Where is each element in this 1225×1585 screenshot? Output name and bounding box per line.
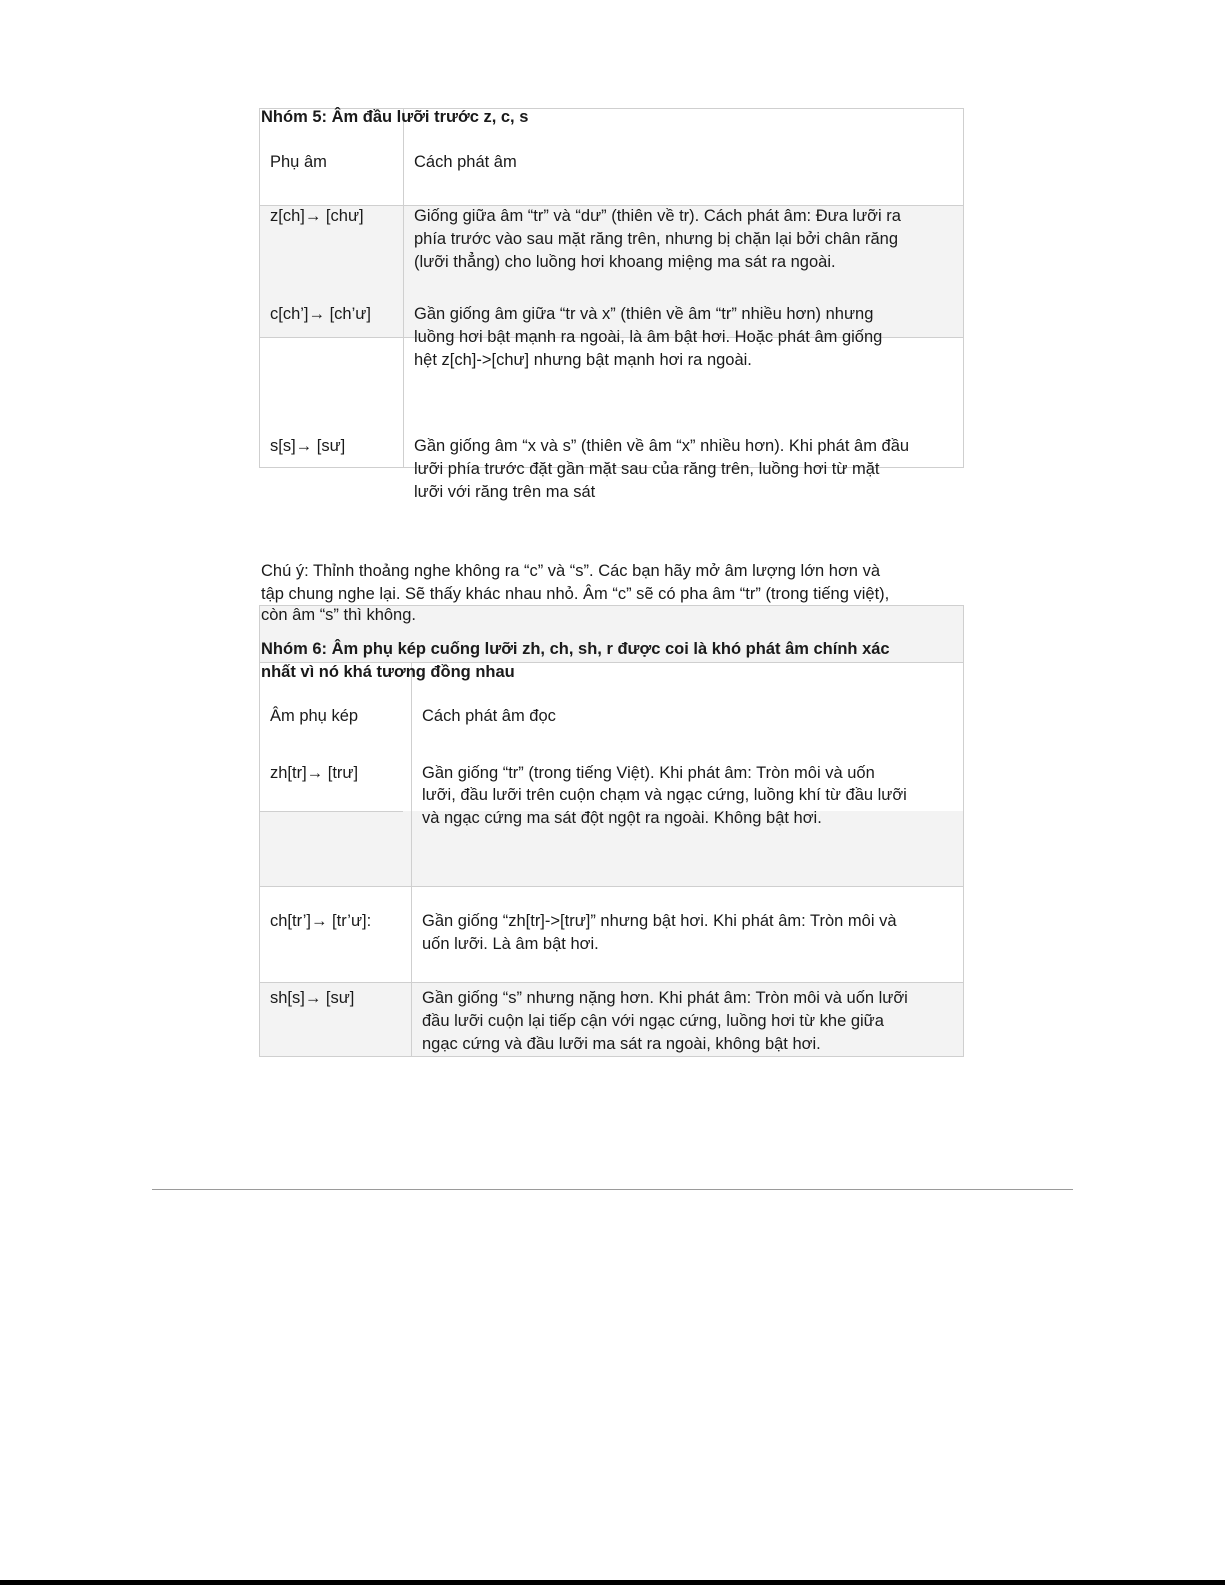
group5-row-consonant: z[ch]→ [chư] [270,207,364,225]
group6-row-description: uốn lưỡi. Là âm bật hơi. [422,935,599,953]
group6-row-consonant: ch[tr’]→ [tr’ư]: [270,912,372,930]
group5-row-description: luồng hơi bật mạnh ra ngoài, là âm bật hơi. Hoặc phát âm giống [414,328,883,346]
group5-header-pronunciation: Cách phát âm [414,153,517,171]
group5-row-description: Gần giống âm “x và s” (thiên về âm “x” nhiều hơn). Khi phát âm đầu [414,437,910,455]
group6-row-consonant: zh[tr]→ [trư] [270,764,359,782]
group5-header-consonant: Phụ âm [270,153,327,171]
group6-row-divider [260,886,963,887]
page-separator [152,1189,1073,1190]
group5-row-description: (lưỡi thẳng) cho luồng hơi khoang miệng ma sát ra ngoài. [414,253,836,271]
group5-row-description: lưỡi phía trước đặt gần mặt sau của răng trên, luồng hơi từ mặt [414,460,880,478]
note-text: còn âm “s” thì không. [261,606,416,624]
note-text: Chú ý: Thỉnh thoảng nghe không ra “c” và “s”. Các bạn hãy mở âm lượng lớn hơn và [261,562,880,580]
group6-column-divider [411,662,412,1056]
group6-row-description: Gần giống “tr” (trong tiếng Việt). Khi phát âm: Tròn môi và uốn [422,764,875,782]
group6-title: nhất vì nó khá tương đồng nhau [261,663,515,681]
bottom-edge-bar [0,1580,1225,1585]
note-text: tập chung nghe lại. Sẽ thấy khác nhau nhỏ. Âm “c” sẽ có pha âm “tr” (trong tiếng việt), [261,585,890,603]
group5-row-description: Giống giữa âm “tr” và “dư” (thiên về tr). Cách phát âm: Đưa lưỡi ra [414,207,901,225]
group5-row-description: Gần giống âm giữa “tr và x” (thiên về âm “tr” nhiều hơn) nhưng [414,305,874,323]
group5-row-consonant: c[ch’]→ [ch’ư] [270,305,371,323]
group5-row-description: phía trước vào sau mặt răng trên, nhưng bị chặn lại bởi chân răng [414,230,899,248]
group6-row-consonant: sh[s]→ [sư] [270,989,355,1007]
group6-title: Nhóm 6: Âm phụ kép cuống lưỡi zh, ch, sh, r được coi là khó phát âm chính xác [261,640,890,658]
group6-row-description: đầu lưỡi cuộn lại tiếp cận với ngạc cứng, luồng hơi từ khe giữa [422,1012,884,1030]
group6-row-description: lưỡi, đầu lưỡi trên cuộn chạm và ngạc cứng, luồng khí từ đầu lưỡi [422,786,907,804]
group6-row-description: ngạc cứng và đầu lưỡi ma sát ra ngoài, không bật hơi. [422,1035,821,1053]
group6-row-description: Gần giống “zh[tr]->[trư]” nhưng bật hơi. Khi phát âm: Tròn môi và [422,912,897,930]
group5-title: Nhóm 5: Âm đầu lưỡi trước z, c, s [261,108,529,126]
group6-header-consonant: Âm phụ kép [270,707,359,725]
group5-row-description: lưỡi với răng trên ma sát [414,483,596,501]
group6-row-divider [260,982,963,983]
group6-row-description: Gần giống “s” nhưng nặng hơn. Khi phát âm: Tròn môi và uốn lưỡi [422,989,908,1007]
group5-row-description: hệt z[ch]->[chư] nhưng bật mạnh hơi ra ngoài. [414,351,752,369]
group6-row-divider [260,811,403,812]
group6-header-pronunciation: Cách phát âm đọc [422,707,556,725]
group5-column-divider [403,109,404,467]
group5-row-consonant: s[s]→ [sư] [270,437,346,455]
group6-row-description: và ngạc cứng ma sát đột ngột ra ngoài. Không bật hơi. [422,809,822,827]
